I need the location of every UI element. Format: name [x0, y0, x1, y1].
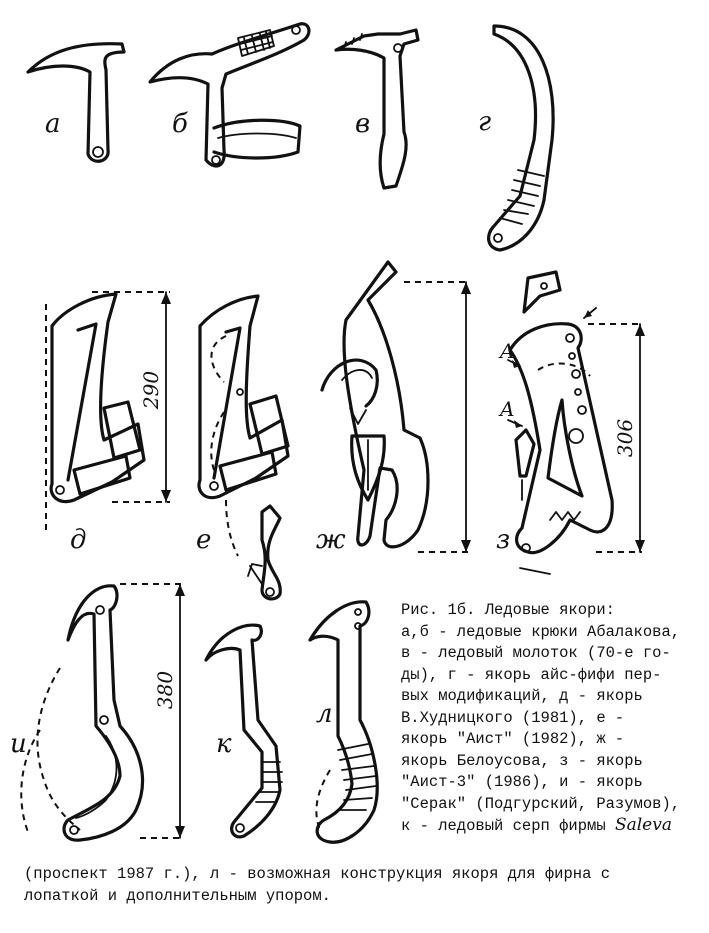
caption-line-11-text: к - ледовый серп фирмы	[401, 817, 606, 835]
caption-line-7: якорь "Аист" (1982), ж -	[401, 730, 625, 748]
label-g: г	[478, 107, 492, 137]
arrow-mark-A-1: A	[500, 339, 515, 363]
caption-bottom-line-2: лопаткой и дополнительным упором.	[24, 886, 331, 905]
label-v: в	[355, 109, 371, 139]
label-z: з	[496, 525, 511, 555]
figure-caption-continued	[24, 864, 610, 907]
label-l: л	[316, 699, 333, 729]
arrow-mark-A-2: A	[500, 397, 515, 421]
caption-line-9: "Аист-3" (1986), и - якорь	[401, 773, 643, 791]
hook-a-drawing	[28, 44, 124, 162]
hammer-v-drawing	[336, 30, 418, 188]
dimension-i: 380	[153, 670, 177, 710]
brand-saleva: Saleva	[614, 815, 672, 835]
label-a: а	[45, 109, 61, 139]
caption-line-8: якорь Белоусова, з - якорь	[401, 751, 643, 770]
hook-b-drawing	[150, 24, 309, 166]
caption-line-2: а,б - ледовые крюки Абалакова,	[401, 622, 681, 641]
figure-caption	[401, 600, 680, 838]
dimension-z: 306	[613, 418, 637, 458]
anchor-d-drawing	[46, 292, 171, 530]
label-i: и	[10, 729, 27, 759]
caption-line-6: В.Худницкого (1981), е -	[401, 708, 625, 727]
caption-line-11	[401, 815, 680, 838]
caption-line-10: "Серак" (Подгурский, Разумов),	[401, 794, 681, 813]
caption-line-1: Рис. 1б. Ледовые якори:	[401, 601, 615, 619]
caption-line-5: вых модификаций, д - якорь	[401, 687, 643, 705]
caption-line-3: в - ледовый молоток (70-е го-	[401, 644, 671, 662]
label-b: б	[172, 109, 188, 139]
label-e: е	[196, 525, 212, 555]
label-k: к	[216, 729, 232, 759]
caption-bottom-line-1: (проспект 1987 г.), л - возможная конструкция якоря для фирна с	[24, 865, 610, 883]
dimension-d: 290	[139, 370, 163, 410]
anchor-g-drawing	[489, 26, 554, 250]
anchor-zh-drawing	[322, 262, 471, 552]
caption-line-4: ды), г - якорь айс-фифи пер-	[401, 665, 662, 684]
label-zh: ж	[316, 525, 346, 555]
label-d: д	[70, 525, 87, 555]
anchor-e-drawing	[199, 296, 288, 599]
anchor-i-drawing	[21, 584, 185, 840]
